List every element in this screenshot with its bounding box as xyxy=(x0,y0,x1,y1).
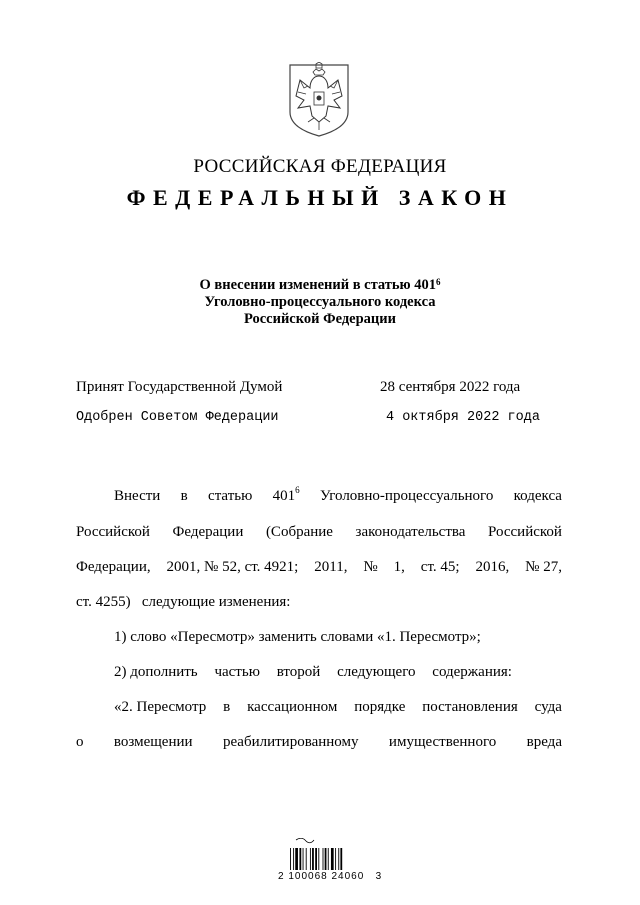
law-title-line-3: Российской Федерации xyxy=(243,311,396,327)
duma-adoption-label: Принят Государственной Думой xyxy=(76,379,283,395)
country-heading: РОССИЙСКАЯ ФЕДЕРАЦИЯ xyxy=(193,156,447,177)
body-line-7: «2. Пересмотр в кассационном порядке постановления суда xyxy=(114,699,562,715)
body-line-4: ст. 4255) следующие изменения: xyxy=(76,594,291,610)
law-title-line-2: Уголовно-процессуального кодекса xyxy=(204,294,436,310)
duma-adoption-date: 28 сентября 2022 года xyxy=(380,379,521,395)
article-superscript: 6 xyxy=(436,277,441,287)
law-title-line-1: О внесении изменений в статью $401^6$ xyxy=(199,277,441,293)
council-approval-date: 4 октября 2022 года xyxy=(386,410,540,425)
council-approval-label: Одобрен Советом Федерации xyxy=(76,410,279,425)
body-line-3: Федерации, 2001, № 52, ст. 4921; 2011, № 1, ст. 45; 2016, № 27, xyxy=(76,559,562,575)
coat-of-arms-emblem xyxy=(286,62,352,138)
document-type-heading: ФЕДЕРАЛЬНЫЙ ЗАКОН xyxy=(126,185,514,210)
amendment-item-2: 2) дополнить частью второй следующего содержания: xyxy=(114,664,512,680)
barcode-number: 2 100068 24060 3 xyxy=(278,871,383,882)
body-line-2: Российской Федерации (Собрание законодательства Российской xyxy=(76,524,562,540)
body-line-8: о возмещении реабилитированному имущественного вреда xyxy=(76,734,562,750)
body-line-1: Внести в статью $401^6$ Уголовно-процессуального кодекса xyxy=(114,485,562,504)
amendment-item-1: 1) слово «Пересмотр» заменить словами «1. Пересмотр»; xyxy=(114,629,481,645)
